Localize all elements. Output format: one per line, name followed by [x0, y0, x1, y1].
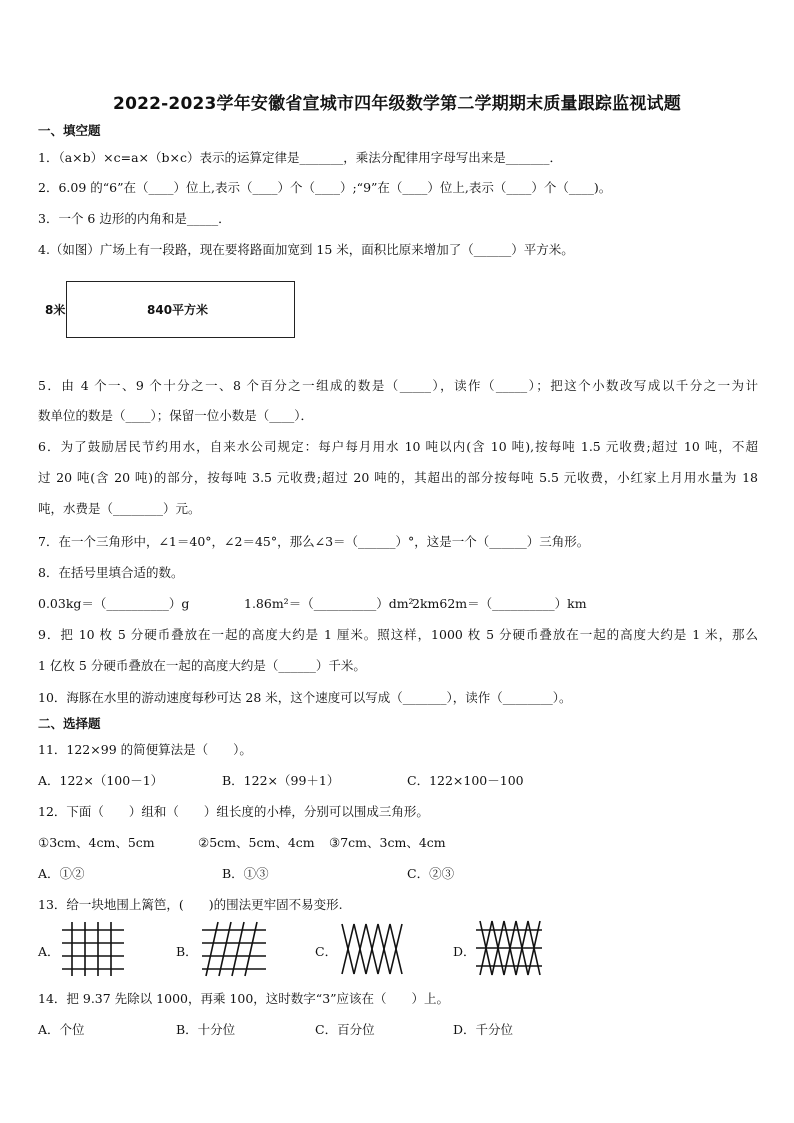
question-2: 2．6.09 的“6”在（____）位上,表示（____）个（____）;“9”在（____）位上,表示（____）个（____)。 [38, 180, 612, 195]
question-3: 3．一个 6 边形的内角和是_____． [38, 211, 231, 226]
question-14-option-b: B．十分位 [176, 1022, 236, 1037]
question-11-option-c: C．122×100－100 [407, 773, 524, 788]
question-6-line-3: 吨，水费是（________）元。 [38, 501, 201, 516]
fence-slanted-grid-diagram [200, 920, 268, 978]
question-9-line-1: 9．把 10 枚 5 分硬币叠放在一起的高度大约是 1 厘米。照这样，1000 枚 5 分硬币叠放在一起的高度大约是 1 米，那么 [38, 627, 758, 642]
question-12-group-1: ①3cm、4cm、5cm [38, 835, 155, 850]
question-12-option-a: A．①② [38, 866, 85, 881]
question-12-option-c: C．②③ [407, 866, 455, 881]
question-11-option-a: A．122×（100－1） [38, 773, 164, 788]
question-9-line-2: 1 亿枚 5 分硬币叠放在一起的高度大约是（______）千米。 [38, 658, 366, 673]
question-14-option-c: C．百分位 [315, 1022, 375, 1037]
question-12: 12．下面（ ）组和（ ）组长度的小棒，分别可以围成三角形。 [38, 804, 429, 819]
question-11: 11．122×99 的简便算法是（ ）。 [38, 742, 252, 757]
question-8-item-1: 0.03kg＝（__________）g [38, 596, 190, 611]
question-1: 1．（a×b）×c=a×（b×c）表示的运算定律是_______，乘法分配律用字母写出来是_______． [38, 150, 562, 165]
section-choice-heading: 二、选择题 [38, 716, 101, 731]
question-10: 10．海豚在水里的游动速度每秒可达 28 米，这个速度可以写成（_______），读作（________）。 [38, 690, 572, 705]
question-6-line-1: 6．为了鼓励居民节约用水，自来水公司规定：每户每月用水 10 吨以内(含 10 吨),按每吨 1.5 元收费;超过 10 吨，不超 [38, 439, 758, 454]
question-6-line-2: 过 20 吨(含 20 吨)的部分，按每吨 3.5 元收费;超过 20 吨的，其超出的部分按每吨 5.5 元收费，小红家上月用水量为 18 [38, 470, 758, 485]
question-7: 7．在一个三角形中，∠1＝40°，∠2＝45°，那么∠3＝（______）°，这是一个（______）三角形。 [38, 534, 590, 549]
question-13-label-c: C． [315, 944, 338, 959]
question-14-option-a: A．个位 [38, 1022, 85, 1037]
question-14-option-d: D．千分位 [453, 1022, 514, 1037]
question-5-line-2: 数单位的数是（____）；保留一位小数是（____）． [38, 408, 314, 423]
question-8-item-3: 2km62m＝（__________）km [412, 596, 587, 611]
question-8-item-2: 1.86m²＝（__________）dm² [244, 596, 414, 611]
question-4: 4.（如图）广场上有一段路，现在要将路面加宽到 15 米，面积比原来增加了（______）平方米。 [38, 242, 574, 257]
question-13-label-d: D． [453, 944, 476, 959]
page-title: 2022-2023学年安徽省宣城市四年级数学第二学期期末质量跟踪监视试题 [113, 94, 681, 114]
fence-zigzag-rails-diagram [474, 918, 544, 978]
question-12-group-3: ③7cm、3cm、4cm [329, 835, 446, 850]
question-13-label-b: B． [176, 944, 198, 959]
question-14: 14．把 9.37 先除以 1000，再乘 100，这时数字“3”应该在（ ）上。 [38, 991, 450, 1006]
question-13-label-a: A． [38, 944, 60, 959]
road-width-label: 8米 [45, 303, 66, 317]
question-12-group-2: ②5cm、5cm、4cm [198, 835, 315, 850]
fence-zigzag-diagram [338, 920, 408, 978]
question-12-option-b: B．①③ [222, 866, 269, 881]
question-8: 8．在括号里填合适的数。 [38, 565, 184, 580]
question-11-option-b: B．122×（99＋1） [222, 773, 340, 788]
road-area-label: 840平方米 [147, 303, 209, 317]
fence-grid-diagram [60, 920, 126, 978]
section-fill-heading: 一、填空题 [38, 123, 101, 138]
question-13: 13．给一块地围上篱笆，( )的围法更牢固不易变形. [38, 897, 343, 912]
question-5-line-1: 5．由 4 个一、9 个十分之一、8 个百分之一组成的数是（_____），读作（_____）；把这个小数改写成以千分之一为计 [38, 378, 758, 393]
